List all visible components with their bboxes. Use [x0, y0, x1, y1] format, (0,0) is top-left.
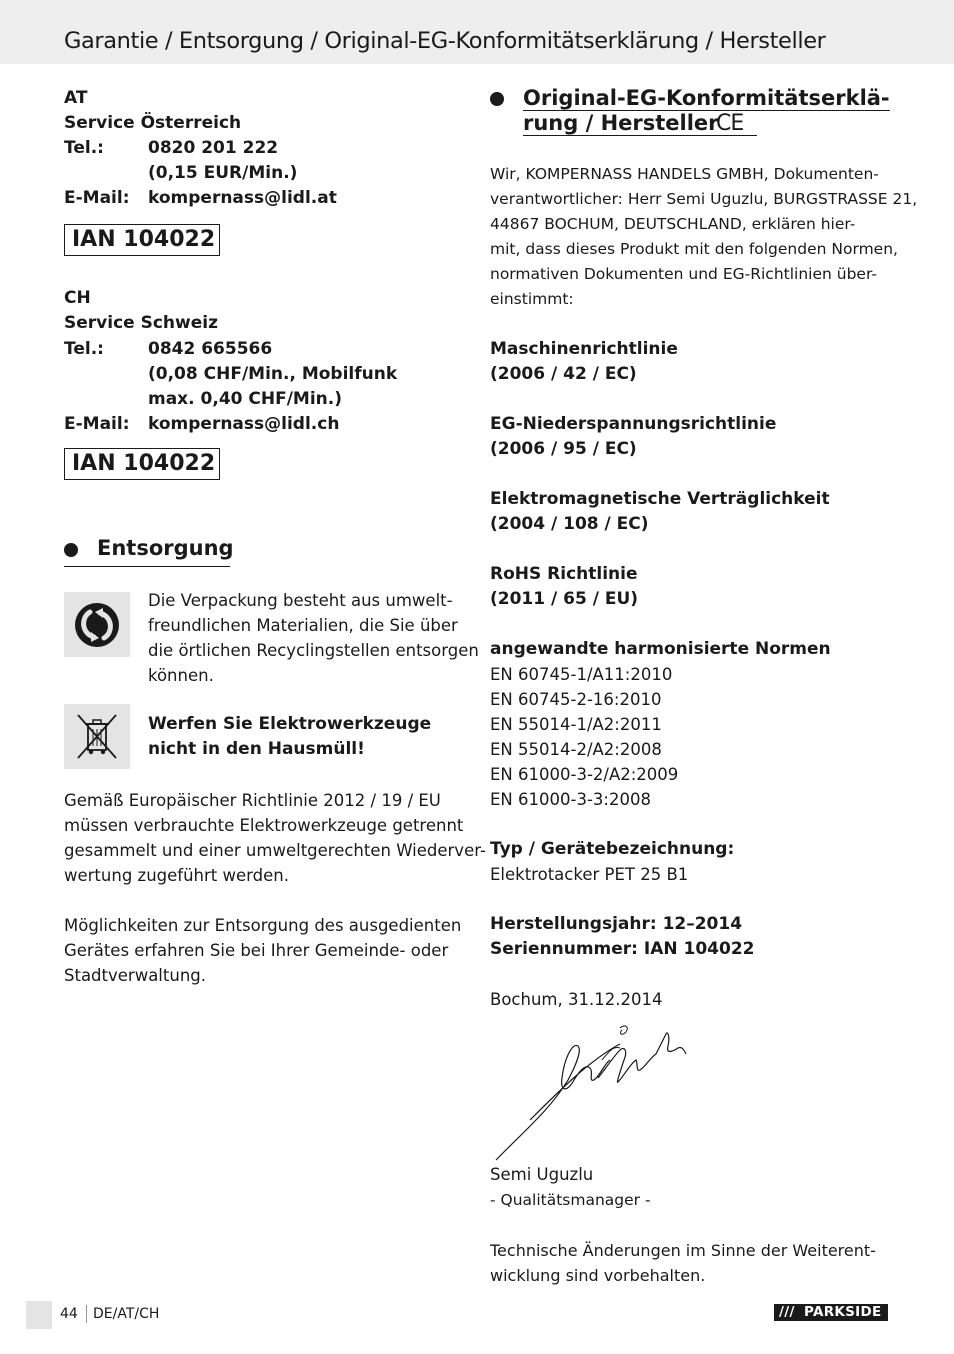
signer-role: - Qualitätsmanager - [490, 1191, 651, 1209]
signer-name: Semi Uguzlu [490, 1165, 594, 1184]
type-label: Typ / Gerätebezeichnung: [490, 839, 735, 859]
disposal-para2-3: Stadtverwaltung. [64, 966, 206, 985]
disposal-para1-1: Gemäß Europäischer Richtlinie 2012 / 19 / EU [64, 791, 441, 810]
footer-divider [86, 1305, 87, 1323]
ch-tel-note-2: max. 0,40 CHF/Min.) [148, 389, 342, 409]
at-tel-note: (0,15 EUR/Min.) [148, 163, 298, 183]
norm-3: EN 55014-1/A2:2011 [490, 715, 662, 734]
recycle-text-2: freundlichen Materialien, die Sie über [148, 616, 458, 635]
page-title: Garantie / Entsorgung / Original-EG-Konformitätserklärung / Hersteller [64, 28, 826, 54]
parkside-logo [774, 1304, 888, 1321]
konformitaet-heading [490, 86, 890, 140]
intro-3: 44867 BOCHUM, DEUTSCHLAND, erklären hier- [490, 215, 856, 233]
directive-4-code: (2011 / 65 / EU) [490, 589, 639, 609]
norm-6: EN 61000-3-3:2008 [490, 790, 651, 809]
ce-mark: CE [716, 111, 744, 136]
at-code: AT [64, 88, 88, 108]
ch-tel-note-1: (0,08 CHF/Min., Mobilfunk [148, 364, 398, 384]
recycle-icon-box [64, 592, 130, 657]
footer-language: DE/AT/CH [93, 1306, 160, 1322]
serial-number: Seriennummer: IAN 104022 [490, 939, 755, 959]
brand-name: PARKSIDE [804, 1304, 882, 1320]
at-ian-box: IAN 104022 [64, 224, 220, 256]
recycle-text-4: können. [148, 666, 214, 685]
brand-slashes: /// [779, 1304, 795, 1320]
konformitaet-title-2: rung / Hersteller [523, 111, 757, 136]
disposal-para1-4: wertung zugeführt werden. [64, 866, 289, 885]
production-year: Herstellungsjahr: 12–2014 [490, 914, 743, 934]
intro-1: Wir, KOMPERNASS HANDELS GMBH, Dokumenten- [490, 165, 879, 183]
note-2: wicklung sind vorbehalten. [490, 1266, 706, 1285]
directive-2-name: EG-Niederspannungsrichtlinie [490, 414, 777, 434]
page-number: 44 [60, 1306, 78, 1322]
disposal-para2-1: Möglichkeiten zur Entsorgung des ausgedienten [64, 916, 462, 935]
at-tel-value: 0820 201 222 [148, 138, 279, 158]
entsorgung-heading [64, 536, 234, 567]
weee-text-1: Werfen Sie Elektrowerkzeuge [148, 714, 432, 734]
ch-service: Service Schweiz [64, 313, 218, 333]
intro-5: normativen Dokumenten und EG-Richtlinien über- [490, 265, 877, 283]
recycle-text-1: Die Verpackung besteht aus umwelt- [148, 591, 453, 610]
directive-1-name: Maschinenrichtlinie [490, 339, 678, 359]
ch-email-value[interactable]: kompernass@lidl.ch [148, 414, 340, 434]
norm-1: EN 60745-1/A11:2010 [490, 665, 673, 684]
intro-2: verantwortlicher: Herr Semi Uguzlu, BURGSTRASSE 21, [490, 190, 918, 208]
directive-4-name: RoHS Richtlinie [490, 564, 638, 584]
at-service: Service Österreich [64, 113, 242, 133]
konformitaet-title-1: Original-EG-Konformitätserklä- [523, 86, 890, 110]
green-dot-recycling-icon [64, 592, 130, 657]
at-email-label: E-Mail: [64, 188, 130, 208]
directive-3-code: (2004 / 108 / EC) [490, 514, 649, 534]
place-date: Bochum, 31.12.2014 [490, 990, 663, 1009]
directive-1-code: (2006 / 42 / EC) [490, 364, 637, 384]
norm-5: EN 61000-3-2/A2:2009 [490, 765, 679, 784]
footer-tab [26, 1301, 52, 1329]
at-email-value[interactable]: kompernass@lidl.at [148, 188, 337, 208]
disposal-para2-2: Gerätes erfahren Sie bei Ihrer Gemeinde- oder [64, 941, 449, 960]
ch-ian-box: IAN 104022 [64, 448, 220, 480]
section-bullet [490, 92, 504, 106]
norm-2: EN 60745-2-16:2010 [490, 690, 662, 709]
ch-email-label: E-Mail: [64, 414, 130, 434]
intro-4: mit, dass dieses Produkt mit den folgenden Normen, [490, 240, 898, 258]
recycle-text-3: die örtlichen Recyclingstellen entsorgen [148, 641, 479, 660]
crossed-out-bin-icon [64, 704, 130, 769]
norm-4: EN 55014-2/A2:2008 [490, 740, 662, 759]
intro-6: einstimmt: [490, 290, 574, 308]
entsorgung-title: Entsorgung [97, 536, 234, 560]
section-bullet [64, 543, 78, 557]
ch-tel-label: Tel.: [64, 339, 104, 359]
weee-icon-box [64, 704, 130, 769]
norms-title: angewandte harmonisierte Normen [490, 639, 831, 659]
directive-3-name: Elektromagnetische Verträglichkeit [490, 489, 830, 509]
disposal-para1-2: müssen verbrauchte Elektrowerkzeuge getrennt [64, 816, 464, 835]
ch-code: CH [64, 288, 91, 308]
signature-image [490, 1020, 700, 1165]
ch-tel-value: 0842 665566 [148, 339, 273, 359]
directive-2-code: (2006 / 95 / EC) [490, 439, 637, 459]
type-value: Elektrotacker PET 25 B1 [490, 865, 689, 884]
note-1: Technische Änderungen im Sinne der Weiterent- [490, 1241, 876, 1260]
disposal-para1-3: gesammelt und einer umweltgerechten Wiederver- [64, 841, 486, 860]
at-tel-label: Tel.: [64, 138, 104, 158]
weee-text-2: nicht in den Hausmüll! [148, 739, 365, 759]
